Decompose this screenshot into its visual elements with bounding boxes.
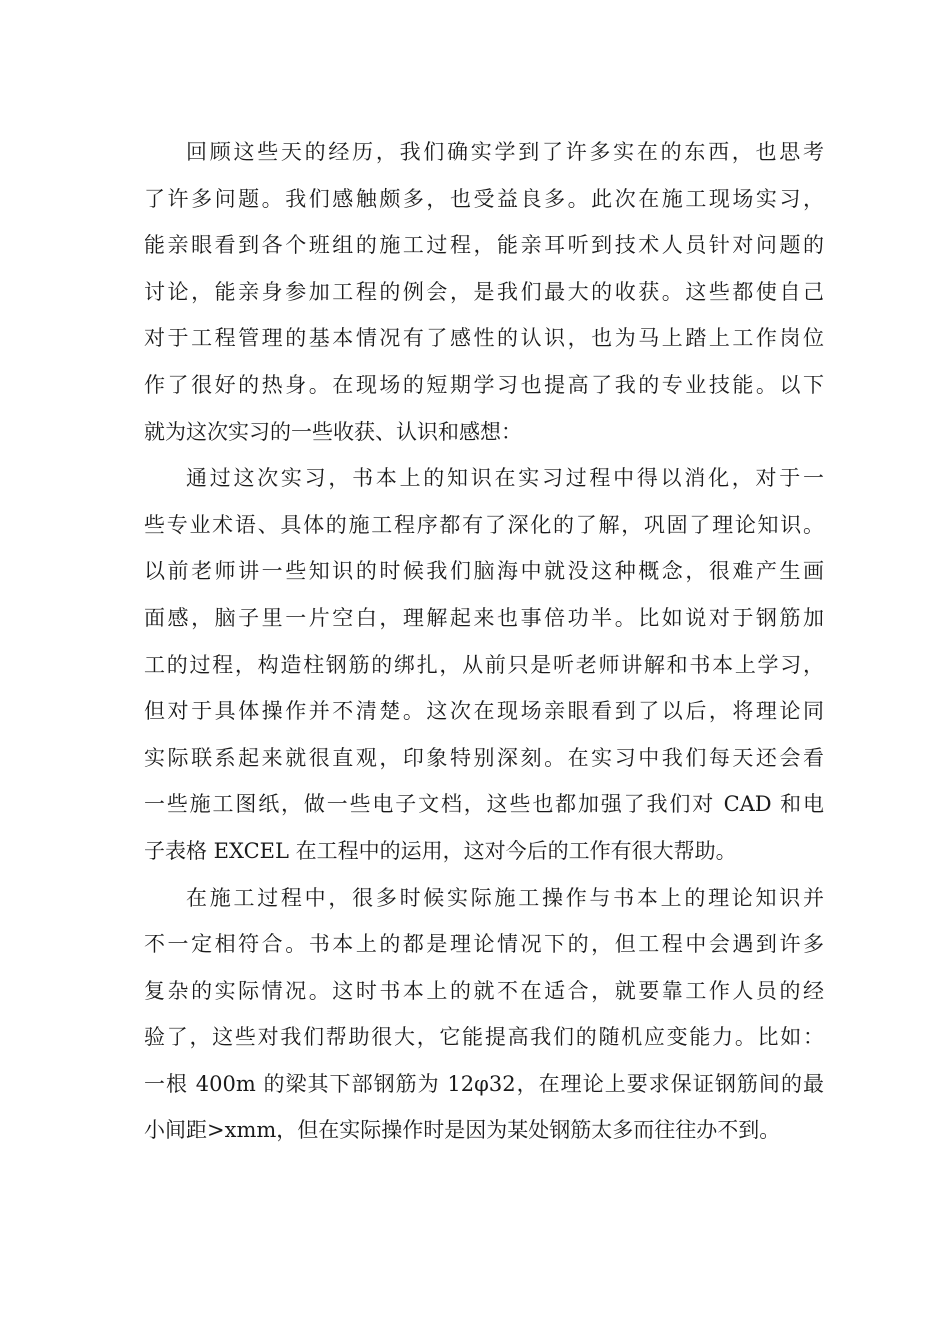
paragraph-3-line-1: 在施工过程中，很多时候实际施工操作与书本上的理论知识并 (186, 885, 824, 910)
paragraph-3-line-2: 不一定相符合。书本上的都是理论情况下的，但工程中会遇到许多 (144, 932, 824, 957)
paragraph-1-line-6: 作了很好的热身。在现场的短期学习也提高了我的专业技能。以下 (144, 372, 824, 397)
paragraph-1-line-7: 就为这次实习的一些收获、认识和感想： (144, 419, 522, 444)
paragraph-3-line-4: 验了，这些对我们帮助很大，它能提高我们的随机应变能力。比如： (144, 1025, 824, 1050)
document-body (144, 129, 824, 1154)
paragraph-3-line-3: 复杂的实际情况。这时书本上的就不在适合，就要靠工作人员的经 (144, 978, 824, 1003)
paragraph-1-line-5: 对于工程管理的基本情况有了感性的认识，也为马上踏上工作岗位 (144, 326, 824, 351)
paragraph-2-line-1: 通过这次实习，书本上的知识在实习过程中得以消化，对于一 (186, 466, 824, 491)
paragraph-1-line-1: 回顾这些天的经历，我们确实学到了许多实在的东西，也思考 (186, 140, 824, 164)
paragraph-1-line-4: 讨论，能亲身参加工程的例会，是我们最大的收获。这些都使自己 (144, 279, 824, 304)
paragraph-1-line-2: 了许多问题。我们感触颇多，也受益良多。此次在施工现场实习， (144, 186, 824, 211)
paragraph-2-line-7: 实际联系起来就很直观，印象特别深刻。在实习中我们每天还会看 (144, 745, 824, 770)
paragraph-3-line-6: 小间距>xmm，但在实际操作时是因为某处钢筋太多而往往办不到。 (144, 1118, 781, 1143)
paragraph-2-line-6: 但对于具体操作并不清楚。这次在现场亲眼看到了以后，将理论同 (144, 699, 824, 724)
paragraph-2-line-8: 一些施工图纸，做一些电子文档，这些也都加强了我们对 CAD 和电 (144, 792, 824, 817)
paragraph-2-line-3: 以前老师讲一些知识的时候我们脑海中就没这种概念，很难产生画 (144, 559, 824, 584)
paragraph-2-line-9: 子表格 EXCEL 在工程中的运用，这对今后的工作有很大帮助。 (144, 838, 737, 863)
paragraph-2-line-2: 些专业术语、具体的施工程序都有了深化的了解，巩固了理论知识。 (144, 512, 824, 537)
paragraph-2-line-4: 面感，脑子里一片空白，理解起来也事倍功半。比如说对于钢筋加 (144, 605, 824, 630)
paragraph-1-line-3: 能亲眼看到各个班组的施工过程，能亲耳听到技术人员针对问题的 (144, 233, 824, 258)
paragraph-3-line-5: 一根 400m 的梁其下部钢筋为 12φ32，在理论上要求保证钢筋间的最 (144, 1071, 824, 1096)
paragraph-2-line-5: 工的过程，构造柱钢筋的绑扎，从前只是听老师讲解和书本上学习， (144, 652, 824, 677)
